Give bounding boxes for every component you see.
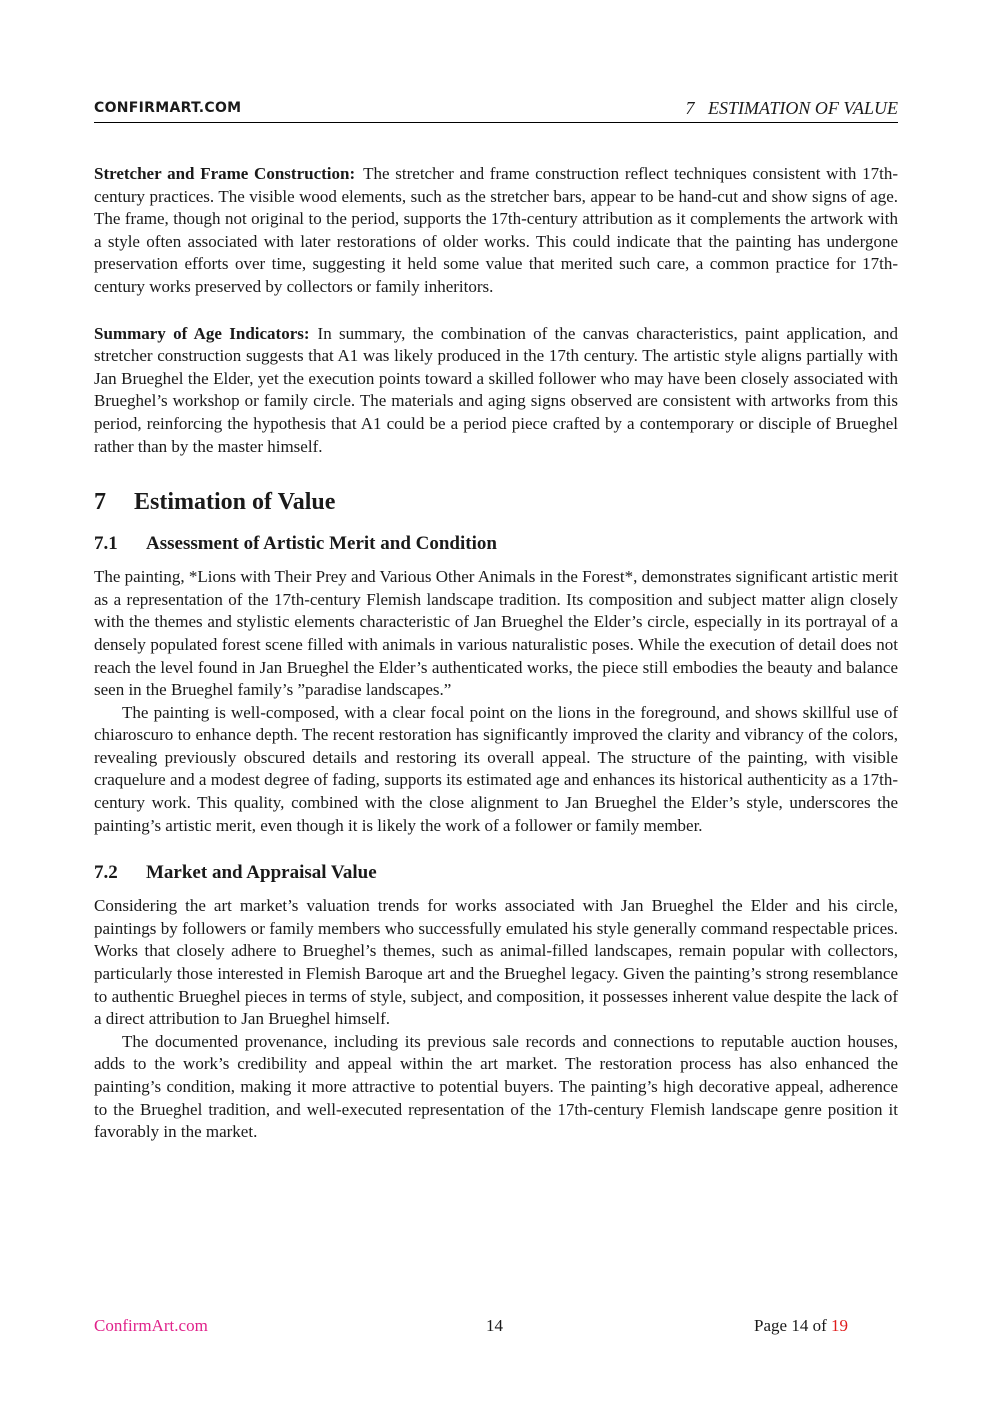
page-content: [94, 163, 898, 1144]
section-title: Estimation of Value: [134, 489, 336, 516]
merit-paragraph-2: The painting is well-composed, with a clear focal point on the lions in the foreground, and shows skillful use of chiaroscuro to enhance depth. The recent restoration has significantly improved the clarity and vibrancy of the colors, revealing previously obscured details and restoring its overall appeal. The structure of the painting, with visible craquelure and a modest degree of fading, supports its estimated age and enhances its historical authenticity as a 17th-century work. This quality, combined with the close alignment to Jan Brueghel the Elder’s style, underscores the painting’s artistic merit, even though it is likely the work of a follower or family member.: [94, 702, 898, 835]
page-footer: [94, 1316, 898, 1338]
stretcher-text: The stretcher and frame construction reflect techniques consistent with 17th-century practices. The visible wood elements, such as the stretcher bars, appear to be hand-cut and show signs of age. The frame, though not original to the period, supports the 17th-century attribution as it complements the artwork with a style often associated with later restorations of older works. This could indicate that the painting has undergone preservation efforts over time, suggesting it held some value that merited such care, a common practice for 17th-century works preserved by collectors or family inheritors.: [94, 164, 898, 296]
footer-page-total[interactable]: 19: [831, 1316, 848, 1335]
footer-page-count: [754, 1316, 848, 1336]
subsection-title: Assessment of Artistic Merit and Condition: [146, 533, 497, 555]
footer-page-label: Page 14 of: [754, 1316, 827, 1335]
section-number: 7: [94, 489, 106, 516]
footer-site-link[interactable]: ConfirmArt.com: [94, 1316, 208, 1335]
subsection-heading-7-2: [94, 861, 898, 885]
summary-paragraph: [94, 323, 898, 459]
summary-text: In summary, the combination of the canvas characteristics, paint application, and stretcher construction suggests that A1 was likely produced in the 17th century. The artistic style aligns partially with Jan Brueghel the Elder, yet the execution points toward a skilled follower who may have been closely associated with Brueghel’s workshop or family circle. The materials and aging signs observed are consistent with artworks from this period, reinforcing the hypothesis that A1 could be a period piece crafted by a contemporary or disciple of Brueghel rather than by the master himself.: [94, 323, 898, 456]
subsection-number: 7.2: [94, 862, 118, 884]
stretcher-heading: Stretcher and Frame Construction:: [94, 164, 356, 183]
paragraph-gap: [94, 299, 898, 323]
merit-paragraph-1: The painting, *Lions with Their Prey and Various Other Animals in the Forest*, demonstrates significant artistic merit as a representation of the 17th-century Flemish landscape tradition. Its composition and subject matter align closely with the themes and stylistic elements characteristic of Jan Brueghel the Elder’s circle, especially in its portrayal of a densely populated forest scene filled with animals in various naturalistic poses. While the execution of detail does not reach the level found in Jan Brueghel the Elder’s authenticated works, the piece still embodies the beauty and balance seen in the Brueghel family’s ”paradise landscapes.”: [94, 567, 898, 700]
section-heading: [94, 488, 898, 516]
summary-heading: Summary of Age Indicators:: [94, 323, 310, 343]
header-section-title: 7 ESTIMATION OF VALUE: [685, 98, 898, 118]
subsection-number: 7.1: [94, 533, 118, 555]
market-paragraph-2: The documented provenance, including its previous sale records and connections to reputable auction houses, adds to the work’s credibility and appeal within the art market. The restoration process has also enhanced the painting’s condition, making it more attractive to potential buyers. The painting’s high decorative appeal, adherence to the Brueghel tradition, and well-executed representation of the 17th-century Flemish landscape genre position it favorably in the market.: [94, 1031, 898, 1142]
subsection-heading-7-1: [94, 532, 898, 556]
header-logo: CONFIRMART.COM: [94, 100, 242, 116]
footer-page-number: 14: [486, 1316, 503, 1335]
stretcher-paragraph: [94, 163, 898, 299]
page-header: [94, 98, 898, 123]
subsection-title: Market and Appraisal Value: [146, 862, 377, 884]
market-paragraph-1: Considering the art market’s valuation trends for works associated with Jan Brueghel the Elder and his circle, paintings by followers or family members who successfully emulated his style generally command respectable prices. Works that closely adhere to Brueghel’s themes, such as animal-filled landscapes, remain popular with collectors, particularly those interested in Flemish Baroque art and the Brueghel legacy. Given the painting’s strong resemblance to authentic Brueghel pieces in terms of style, subject, and composition, it possesses inherent value despite the lack of a direct attribution to Jan Brueghel himself.: [94, 896, 898, 1029]
